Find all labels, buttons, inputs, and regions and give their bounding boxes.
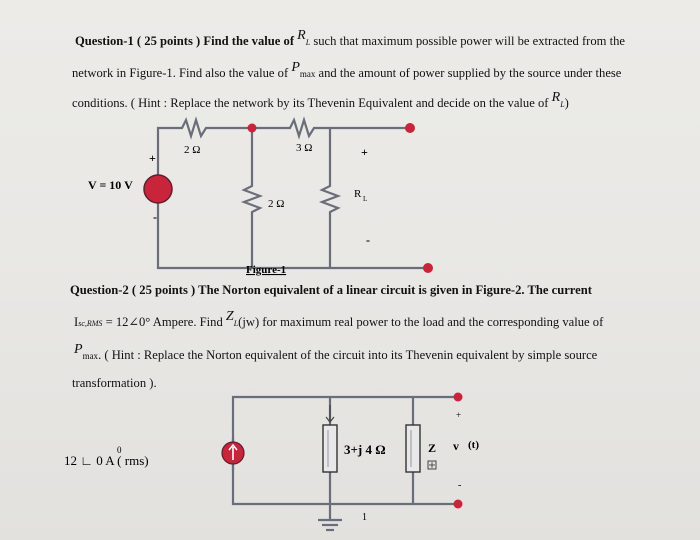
- q1-line-2: network in Figure-1. Find also the value of Pmax and the amount of power supplied by the source under these: [72, 60, 622, 80]
- fig1-r3-label: 2 Ω: [268, 198, 285, 210]
- q2-line-4: transformation ).: [72, 376, 157, 390]
- impedance-box-icon: [323, 425, 337, 472]
- fig1-rl-label: R: [354, 188, 362, 200]
- fig1-minus-right: -: [366, 233, 370, 247]
- terminal-icon: [454, 393, 463, 402]
- fig1-minus-left: -: [153, 210, 157, 224]
- fig1-plus-right: +: [361, 145, 368, 159]
- fig2-bottom-label: 1: [362, 512, 367, 523]
- fig2-minus: -: [458, 480, 462, 491]
- fig2-source-sup: 0: [117, 445, 122, 455]
- fig2-impedance-label: 3+j 4 Ω: [344, 442, 386, 457]
- q1-line-1: Question-1 ( 25 points ) Find the value of RL such that maximum possible power will be extracted from the: [75, 28, 625, 48]
- q2-line-2: Isc,RMS = 12∠0° Ampere. Find ZL(jw) for maximum real power to the load and the corresponding value of: [74, 309, 604, 329]
- fig2-source-label: 12 ∟ 0 A ( rms): [64, 453, 149, 468]
- fig1-source-label: V = 10 V: [88, 178, 133, 192]
- figure-1-caption: Figure-1: [246, 264, 287, 276]
- load-box-icon: [406, 425, 420, 472]
- arrow-down-icon: [326, 405, 334, 422]
- fig2-plus: +: [456, 410, 462, 420]
- fig2-load-z: Z: [428, 441, 437, 455]
- fig2-load-t: (t): [468, 439, 479, 451]
- fig2-load-v: v: [453, 439, 459, 453]
- terminal-icon: [454, 500, 463, 509]
- q1-line-3: conditions. ( Hint : Replace the network by its Thevenin Equivalent and decide on the value of RL): [72, 90, 569, 110]
- q2-line-3: Pmax. ( Hint : Replace the Norton equivalent of the circuit into its Thevenin equivalent by simple source: [74, 342, 598, 362]
- q2-line-1: Question-2 ( 25 points ) The Norton equivalent of a linear circuit is given in Figure-2. The current: [70, 283, 592, 297]
- fig1-plus-left: +: [149, 151, 156, 165]
- fig1-rl-sub: L: [363, 195, 368, 203]
- fig1-r2-label: 3 Ω: [296, 142, 313, 154]
- fig1-r1-label: 2 Ω: [184, 144, 201, 156]
